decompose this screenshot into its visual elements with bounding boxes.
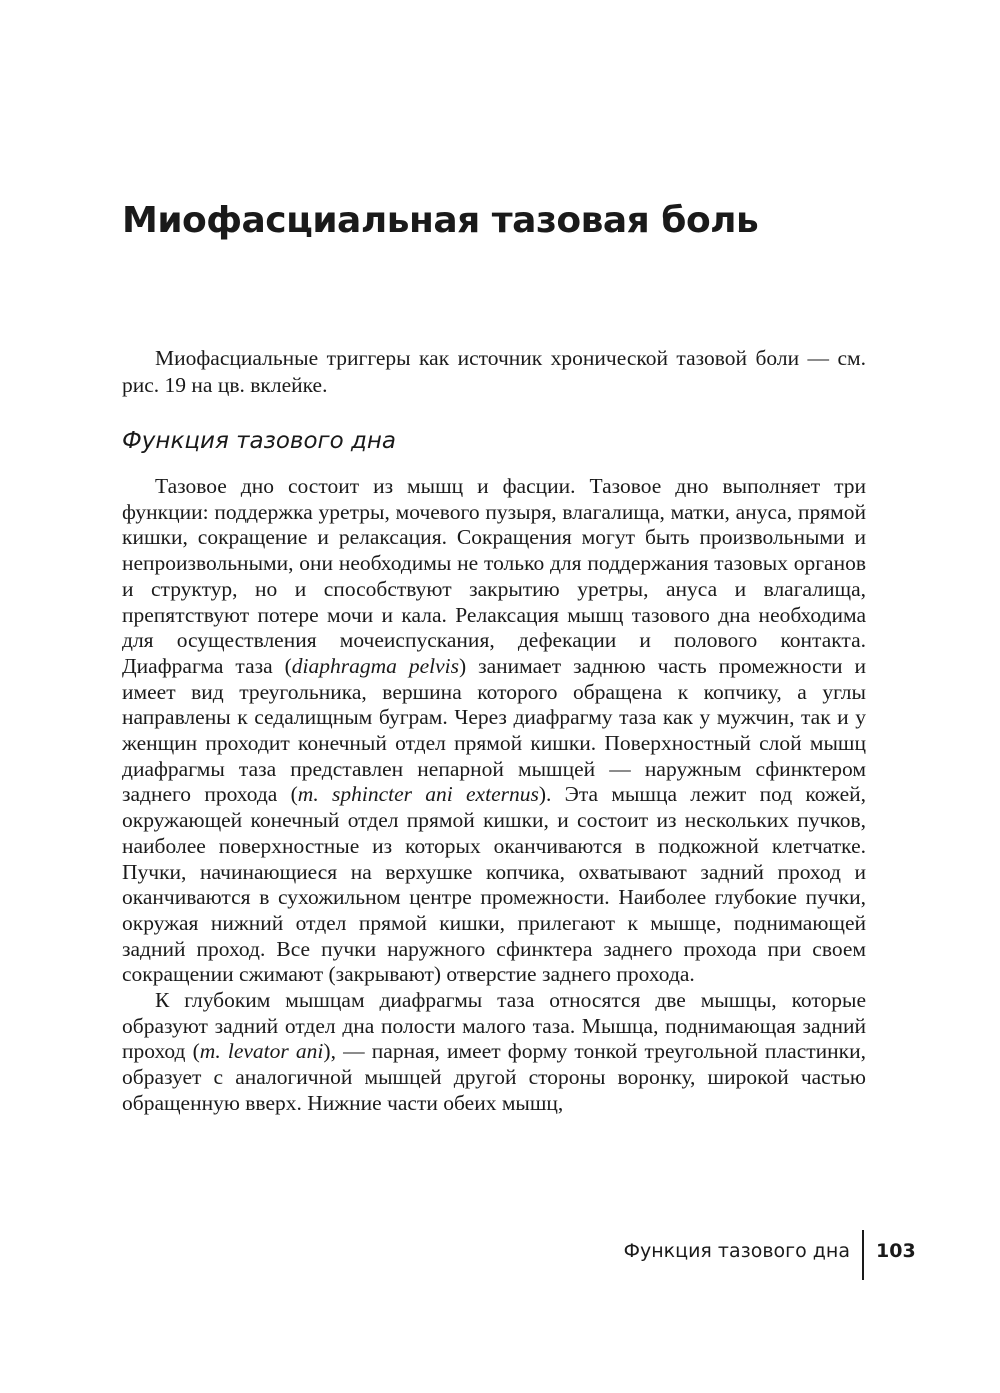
latin-term: diaphragma pelvis <box>291 653 460 678</box>
chapter-title: Миофасциальная тазовая боль <box>122 200 759 241</box>
running-footer-title: Функция тазового дна <box>623 1240 850 1262</box>
paragraph2-text-1: К глубоким мышцам диафрагмы таза относятся две мышцы, которые образуют задний отдел дна полости малого таза. Мышца, поднимающая задний проход ( <box>122 988 866 1064</box>
body-text <box>122 474 866 1117</box>
paragraph2-text-2: ), — парная, имеет форму тонкой треугольной пластинки, образует с аналогичной мышцей другой стороны воронку, широкой частью обращенную вверх. Нижние части обеих мышц, <box>122 1039 866 1115</box>
paragraph-deep-muscles <box>122 988 866 1117</box>
latin-term: m. sphincter ani externus <box>297 782 539 807</box>
latin-term: m. levator ani <box>199 1039 324 1064</box>
paragraph1-text-1: Тазовое дно состоит из мышц и фасции. Тазовое дно выполняет три функции: поддержка уретры, мочевого пузыря, влагалища, матки, ануса, прямой кишки, сокращение и релаксация. Сокращения могут быть произвольными и непроизвольными, они необходимы не только для поддержания тазовых органов и структур, но и способствуют закрытию уретры, ануса и влагалища, препятствуют потере мочи и кала. Релаксация мышц тазового дна необходима для осуществления мочеиспускания, дефекации и полового контакта. Диафрагма таза ( <box>122 474 866 678</box>
paragraph-pelvic-floor <box>122 474 866 988</box>
paragraph1-text-3: ). Эта мышца лежит под кожей, окружающей конечный отдел прямой кишки, и состоит из нескольких пучков, наиболее поверхностные из которых оканчиваются в подкожной клетчатке. Пучки, начинающиеся на верхушке копчика, охватывают задний проход и оканчиваются в сухожильном центре промежности. Наиболее глубокие пучки, окружая нижний отдел прямой кишки, прилегают к мышце, поднимающей задний проход. Все пучки наружного сфинктера заднего прохода при своем сокращении сжимают (закрывают) отверстие заднего прохода. <box>122 782 866 987</box>
page-number: 103 <box>876 1240 916 1262</box>
paragraph1-text-2: ) занимает заднюю часть промежности и имеет вид треугольника, вершина которого обращена к копчику, а углы направлены к седалищным буграм. Через диафрагму таза как у мужчин, так и у женщин проходит конечный отдел прямой кишки. Поверхностный слой мышц диафрагмы таза представлен непарной мышцей — наружным сфинктером заднего прохода ( <box>122 653 866 807</box>
intro-paragraph: Миофасциальные триггеры как источник хронической тазовой боли — см. рис. 19 на цв. вклейке. <box>122 346 866 397</box>
footer-divider <box>862 1230 864 1280</box>
section-title: Функция тазового дна <box>122 428 397 454</box>
